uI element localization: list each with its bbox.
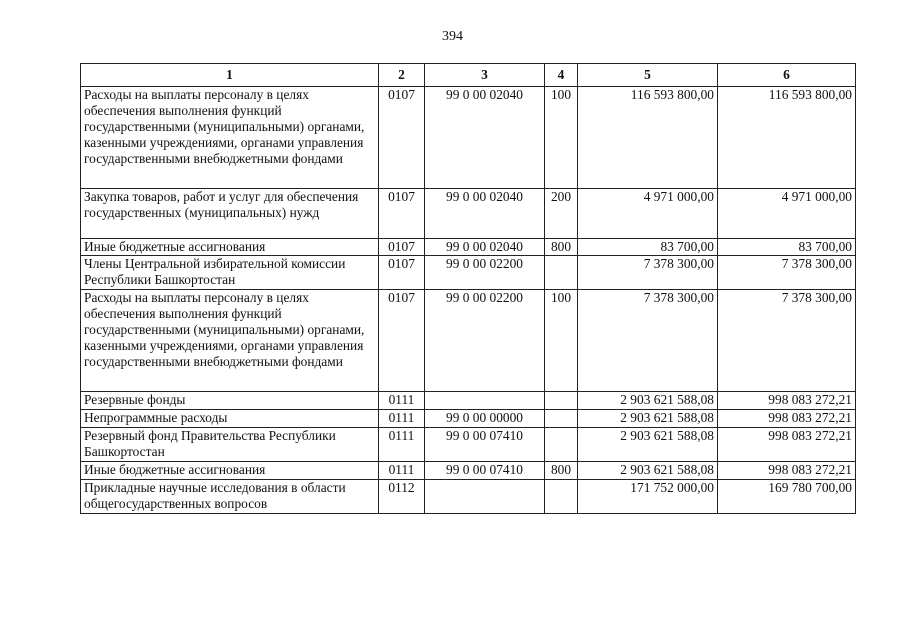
table-row [81,462,856,480]
cell-sum-1: 83 700,00 [578,239,718,256]
cell-sum-1: 2 903 621 588,08 [578,462,718,480]
cell-target: 99 0 00 02200 [425,256,545,290]
cell-type [545,256,578,290]
cell-target: 99 0 00 07410 [425,462,545,480]
cell-type: 800 [545,239,578,256]
budget-table [80,63,856,514]
cell-type: 100 [545,290,578,392]
cell-target: 99 0 00 02040 [425,87,545,189]
cell-name: Резервный фонд Правительства Республики Башкортостан [81,428,379,462]
cell-sum-2: 7 378 300,00 [718,256,856,290]
cell-sum-2: 998 083 272,21 [718,428,856,462]
cell-sum-1: 4 971 000,00 [578,189,718,239]
cell-sum-2: 116 593 800,00 [718,87,856,189]
column-header: 2 [379,64,425,87]
cell-sum-1: 7 378 300,00 [578,256,718,290]
cell-name: Иные бюджетные ассигнования [81,239,379,256]
column-header: 3 [425,64,545,87]
cell-name: Расходы на выплаты персоналу в целях обеспечения выполнения функций государственными (муниципальными) органами, казенными учреждениями, органами управления государственными внебюджетными фондами [81,87,379,189]
table-row [81,392,856,410]
cell-section: 0107 [379,239,425,256]
cell-sum-2: 998 083 272,21 [718,410,856,428]
cell-name: Резервные фонды [81,392,379,410]
cell-name: Иные бюджетные ассигнования [81,462,379,480]
page-number: 394 [442,29,463,44]
column-header: 4 [545,64,578,87]
cell-name: Члены Центральной избирательной комиссии Республики Башкортостан [81,256,379,290]
cell-type: 200 [545,189,578,239]
cell-name: Закупка товаров, работ и услуг для обеспечения государственных (муниципальных) нужд [81,189,379,239]
cell-sum-1: 2 903 621 588,08 [578,410,718,428]
cell-name: Расходы на выплаты персоналу в целях обеспечения выполнения функций государственными (муниципальными) органами, казенными учреждениями, органами управления государственными внебюджетными фондами [81,290,379,392]
column-header: 5 [578,64,718,87]
column-header: 1 [81,64,379,87]
table-row [81,480,856,514]
header-row [81,64,856,87]
cell-section: 0107 [379,290,425,392]
table-row [81,290,856,392]
cell-sum-2: 4 971 000,00 [718,189,856,239]
cell-target [425,480,545,514]
table-row [81,410,856,428]
cell-sum-2: 169 780 700,00 [718,480,856,514]
cell-section: 0111 [379,410,425,428]
table-row [81,239,856,256]
cell-sum-1: 2 903 621 588,08 [578,428,718,462]
table-row [81,428,856,462]
cell-section: 0107 [379,87,425,189]
cell-sum-2: 83 700,00 [718,239,856,256]
cell-sum-1: 2 903 621 588,08 [578,392,718,410]
cell-target: 99 0 00 02040 [425,189,545,239]
cell-section: 0111 [379,392,425,410]
table-row [81,87,856,189]
cell-sum-2: 998 083 272,21 [718,392,856,410]
cell-section: 0107 [379,256,425,290]
cell-type: 100 [545,87,578,189]
cell-type [545,392,578,410]
cell-section: 0112 [379,480,425,514]
cell-sum-2: 998 083 272,21 [718,462,856,480]
cell-section: 0111 [379,462,425,480]
table-row [81,189,856,239]
cell-section: 0107 [379,189,425,239]
cell-target: 99 0 00 07410 [425,428,545,462]
cell-type: 800 [545,462,578,480]
cell-sum-1: 171 752 000,00 [578,480,718,514]
cell-name: Непрограммные расходы [81,410,379,428]
column-header: 6 [718,64,856,87]
cell-name: Прикладные научные исследования в области общегосударственных вопросов [81,480,379,514]
cell-target: 99 0 00 02200 [425,290,545,392]
cell-type [545,480,578,514]
cell-section: 0111 [379,428,425,462]
cell-type [545,410,578,428]
cell-type [545,428,578,462]
cell-target: 99 0 00 02040 [425,239,545,256]
cell-sum-1: 7 378 300,00 [578,290,718,392]
cell-target [425,392,545,410]
cell-sum-2: 7 378 300,00 [718,290,856,392]
table-row [81,256,856,290]
cell-target: 99 0 00 00000 [425,410,545,428]
cell-sum-1: 116 593 800,00 [578,87,718,189]
